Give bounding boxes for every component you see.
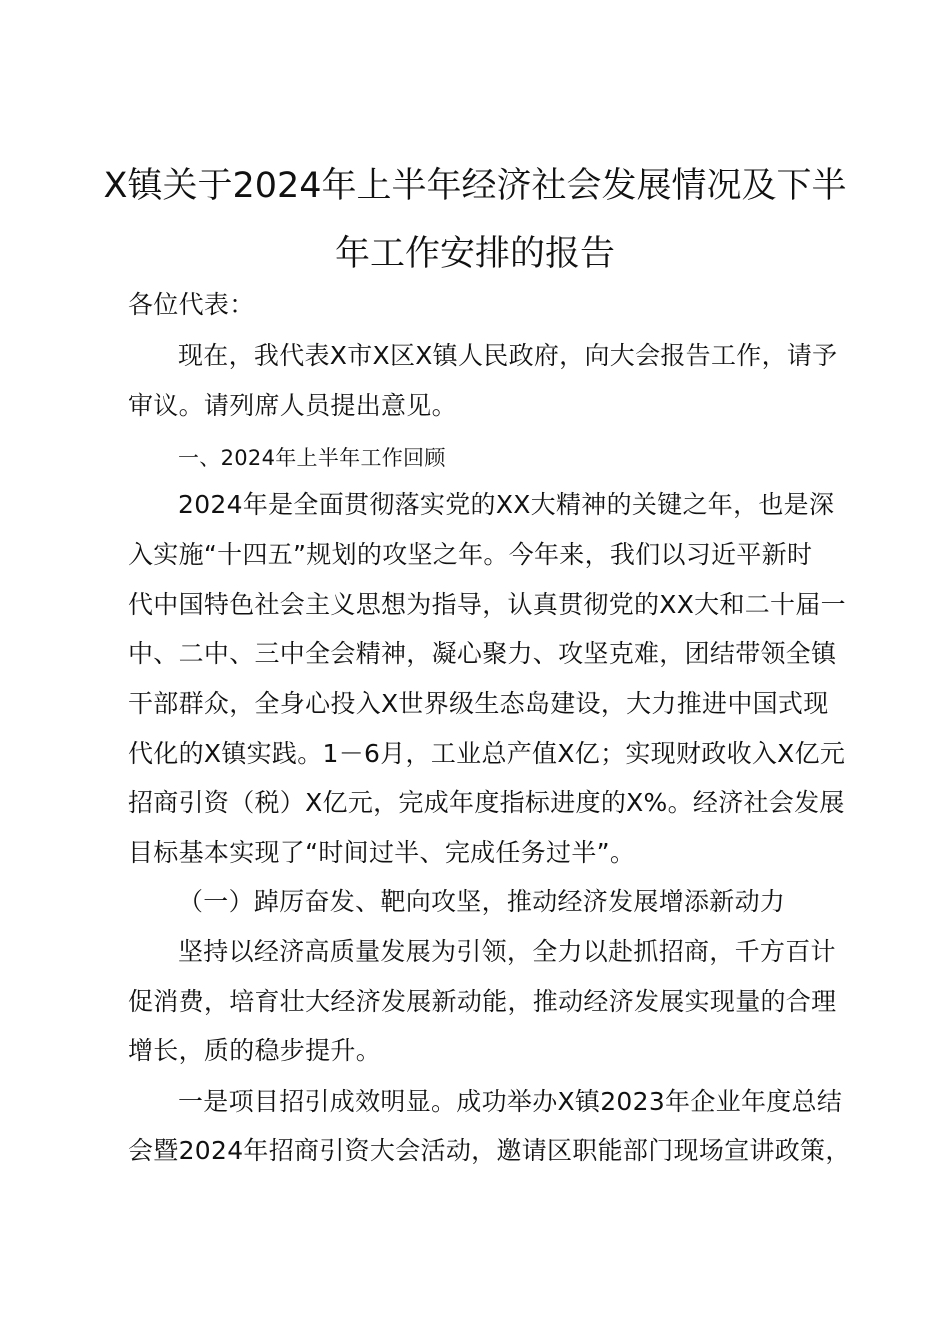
- section-heading: 一、2024年上半年工作回顾: [178, 446, 446, 470]
- body-line: 代化的X镇实践。1－6月，工业总产值X亿；实现财政收入X亿元: [128, 739, 846, 768]
- body-line: 审议。请列席人员提出意见。: [128, 391, 457, 420]
- body-line: 目标基本实现了“时间过半、完成任务过半”。: [128, 838, 636, 867]
- document-title-line-2: 年工作安排的报告: [334, 234, 615, 274]
- body-line: 现在，我代表X市X区X镇人民政府，向大会报告工作，请予: [178, 341, 838, 370]
- body-line: 会暨2024年招商引资大会活动，邀请区职能部门现场宣讲政策，: [128, 1136, 851, 1165]
- body-line: 中、二中、三中全会精神，凝心聚力、攻坚克难，团结带领全镇: [128, 639, 837, 668]
- salutation: 各位代表：: [128, 290, 255, 319]
- body-line: 一是项目招引成效明显。成功举办X镇2023年企业年度总结: [178, 1087, 843, 1116]
- subsection-heading: （一）踔厉奋发、靶向攻坚，推动经济发展增添新动力: [178, 887, 786, 916]
- body-line: 入实施“十四五”规划的攻坚之年。今年来，我们以习近平新时: [128, 540, 813, 569]
- body-line: 促消费，培育壮大经济发展新动能，推动经济发展实现量的合理: [128, 987, 837, 1016]
- body-line: 增长，质的稳步提升。: [128, 1036, 382, 1065]
- body-line: 招商引资（税）X亿元，完成年度指标进度的X%。经济社会发展: [128, 788, 845, 817]
- body-line: 干部群众，全身心投入X世界级生态岛建设，大力推进中国式现: [128, 689, 829, 718]
- body-line: 2024年是全面贯彻落实党的XX大精神的关键之年，也是深: [178, 490, 835, 519]
- document-title-line-1: X镇关于2024年上半年经济社会发展情况及下半: [103, 166, 847, 206]
- body-line: 代中国特色社会主义思想为指导，认真贯彻党的XX大和二十届一: [128, 590, 846, 619]
- body-line: 坚持以经济高质量发展为引领，全力以赴抓招商，千方百计: [178, 937, 836, 966]
